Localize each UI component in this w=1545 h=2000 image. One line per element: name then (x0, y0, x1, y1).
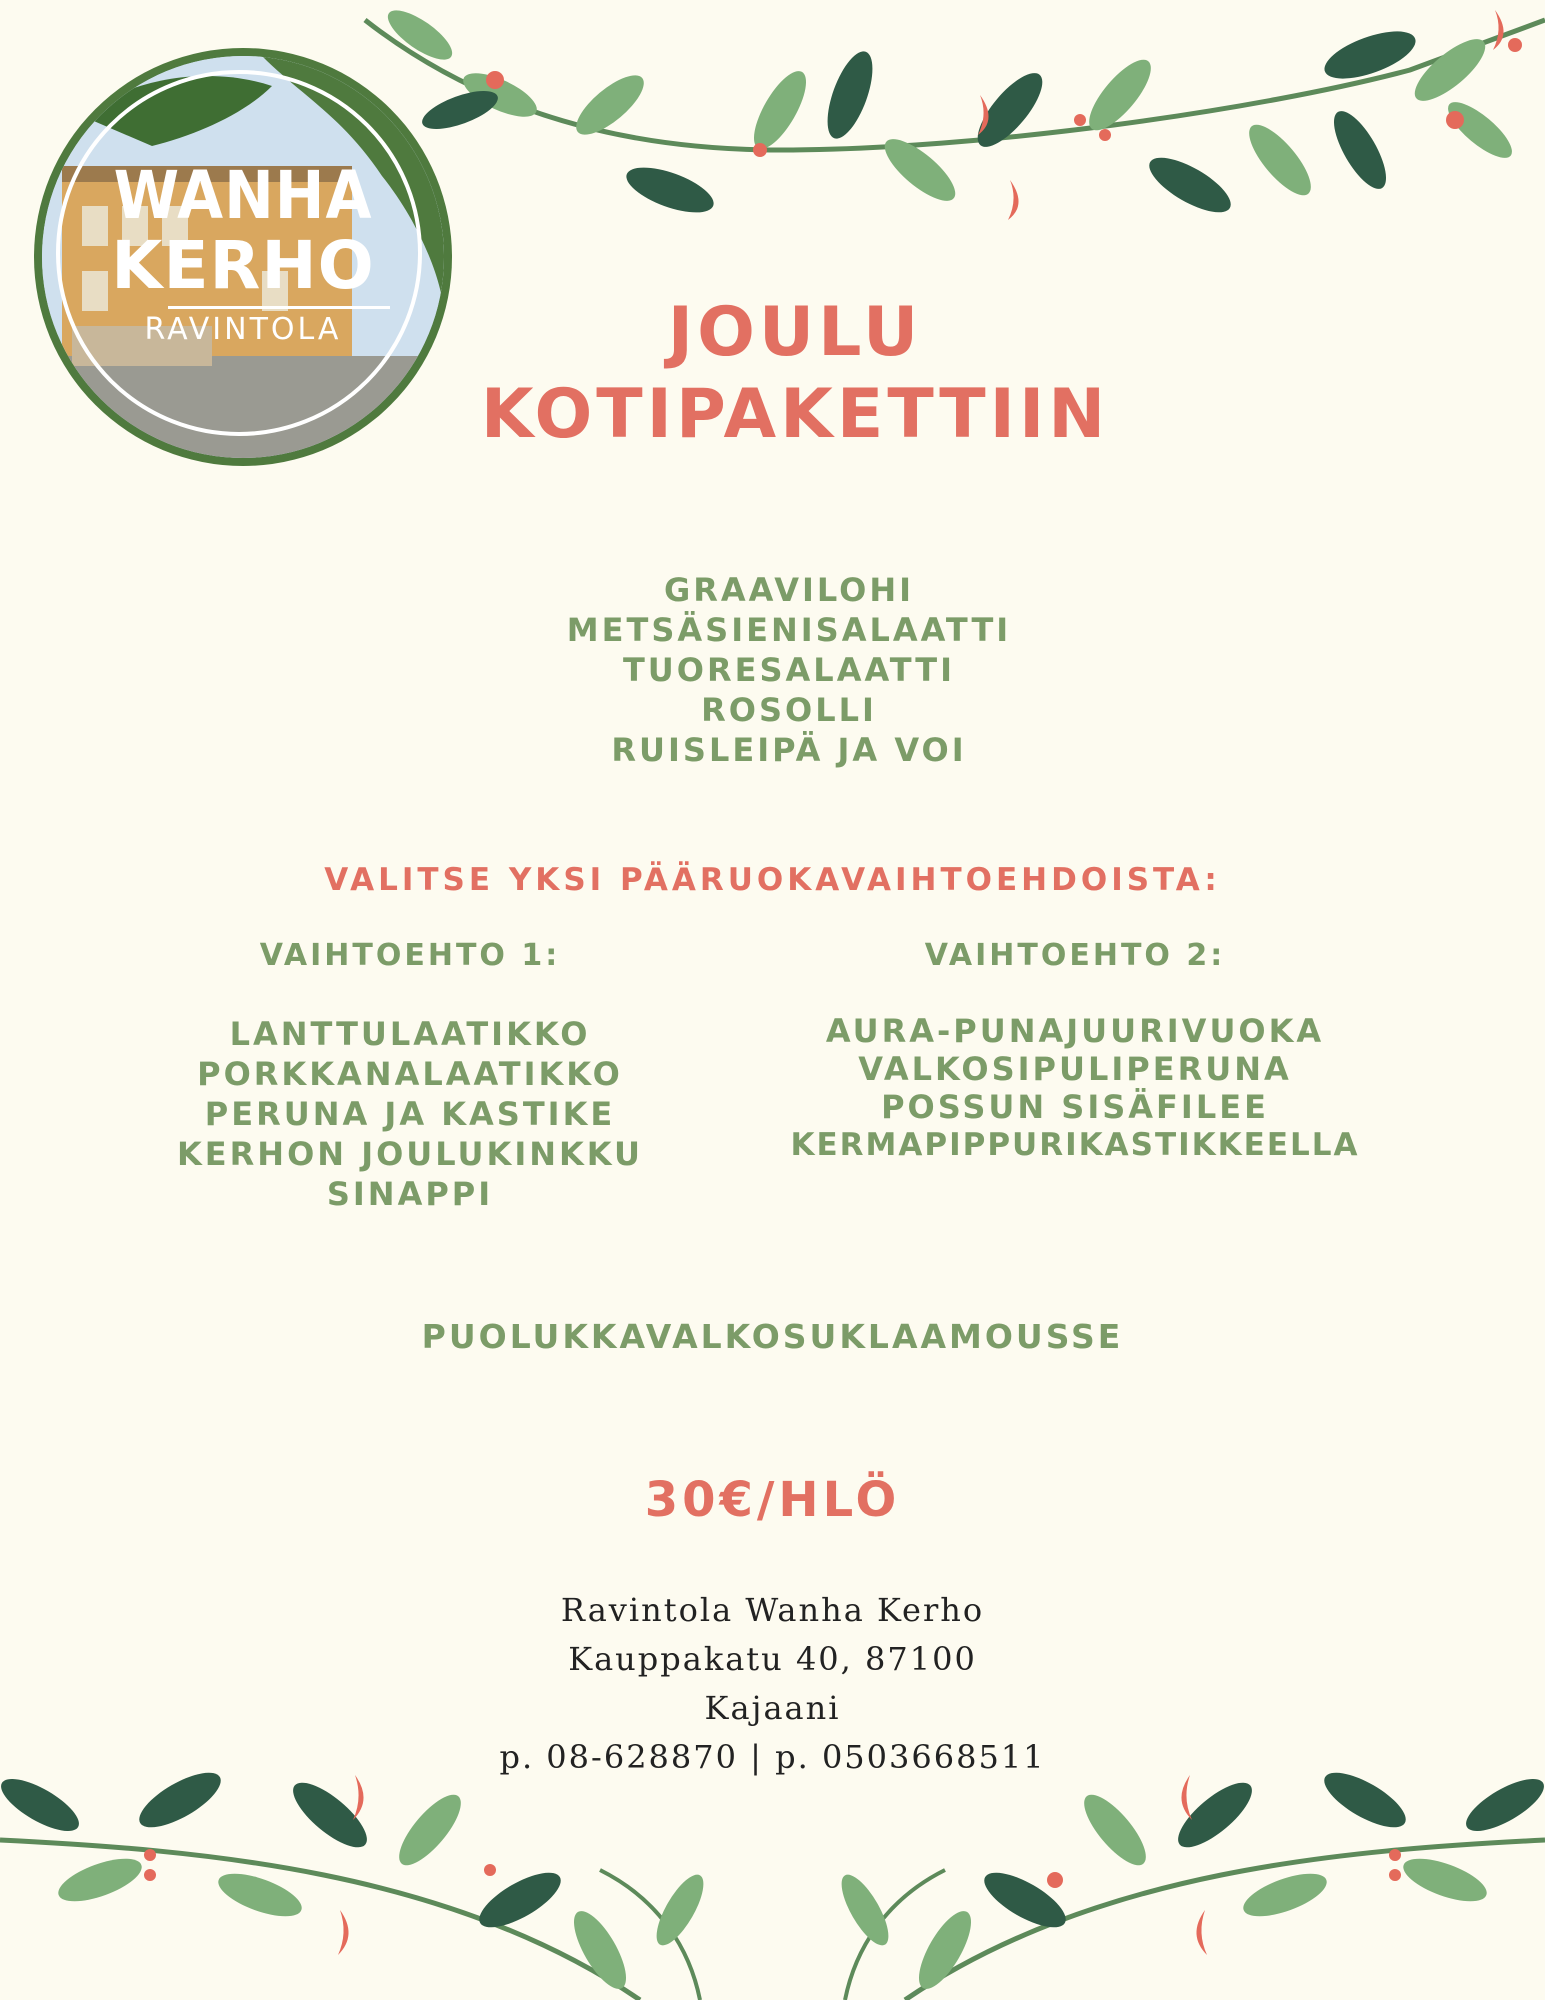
list-item: SINAPPI (326, 1175, 494, 1213)
list-item: KERHON JOULUKINKKU (176, 1135, 644, 1173)
list-item: KERMAPIPPURIKASTIKKEELLA (790, 1127, 1360, 1163)
title-line-1: JOULU (667, 293, 923, 372)
list-item: RUISLEIPÄ JA VOI (611, 731, 967, 769)
logo-text-kerho: KERHO (111, 227, 375, 304)
list-item: PORKKANALAATIKKO (197, 1055, 623, 1093)
option-1-title: VAIHTOEHTO 1: (259, 938, 561, 973)
option-2-column (780, 0, 1370, 1250)
dessert: PUOLUKKAVALKOSUKLAAMOUSSE (421, 1317, 1124, 1356)
title-line-2: KOTIPAKETTIIN (480, 375, 1110, 454)
option-2-title: VAIHTOEHTO 2: (924, 938, 1226, 973)
phone-numbers: p. 08-628870 | p. 0503668511 (499, 1738, 1046, 1776)
list-item: POSSUN SISÄFILEE (881, 1088, 1269, 1126)
list-item: TUORESALAATTI (622, 651, 956, 689)
list-item: LANTTULAATIKKO (229, 1015, 591, 1053)
restaurant-name: Ravintola Wanha Kerho (560, 1591, 985, 1629)
logo-text-wanha: WANHA (113, 157, 373, 234)
list-item: VALKOSIPULIPERUNA (858, 1050, 1292, 1088)
street-address: Kauppakatu 40, 87100 (568, 1640, 977, 1678)
logo-text-ravintola: RAVINTOLA (144, 312, 342, 347)
list-item: ROSOLLI (701, 691, 877, 729)
list-item: METSÄSIENISALAATTI (566, 611, 1012, 649)
list-item: AURA-PUNAJUURIVUOKA (825, 1012, 1325, 1050)
city: Kajaani (704, 1689, 841, 1727)
option-1-column (150, 0, 670, 1250)
main-course-heading: VALITSE YKSI PÄÄRUOKAVAIHTOEHDOISTA: (324, 862, 1221, 898)
list-item: PERUNA JA KASTIKE (204, 1095, 616, 1133)
price: 30€/HLÖ (644, 1472, 901, 1528)
contact-info (0, 1586, 1545, 1782)
list-item: GRAAVILOHI (663, 571, 915, 609)
bottom-garland-decoration (0, 1760, 1545, 2000)
